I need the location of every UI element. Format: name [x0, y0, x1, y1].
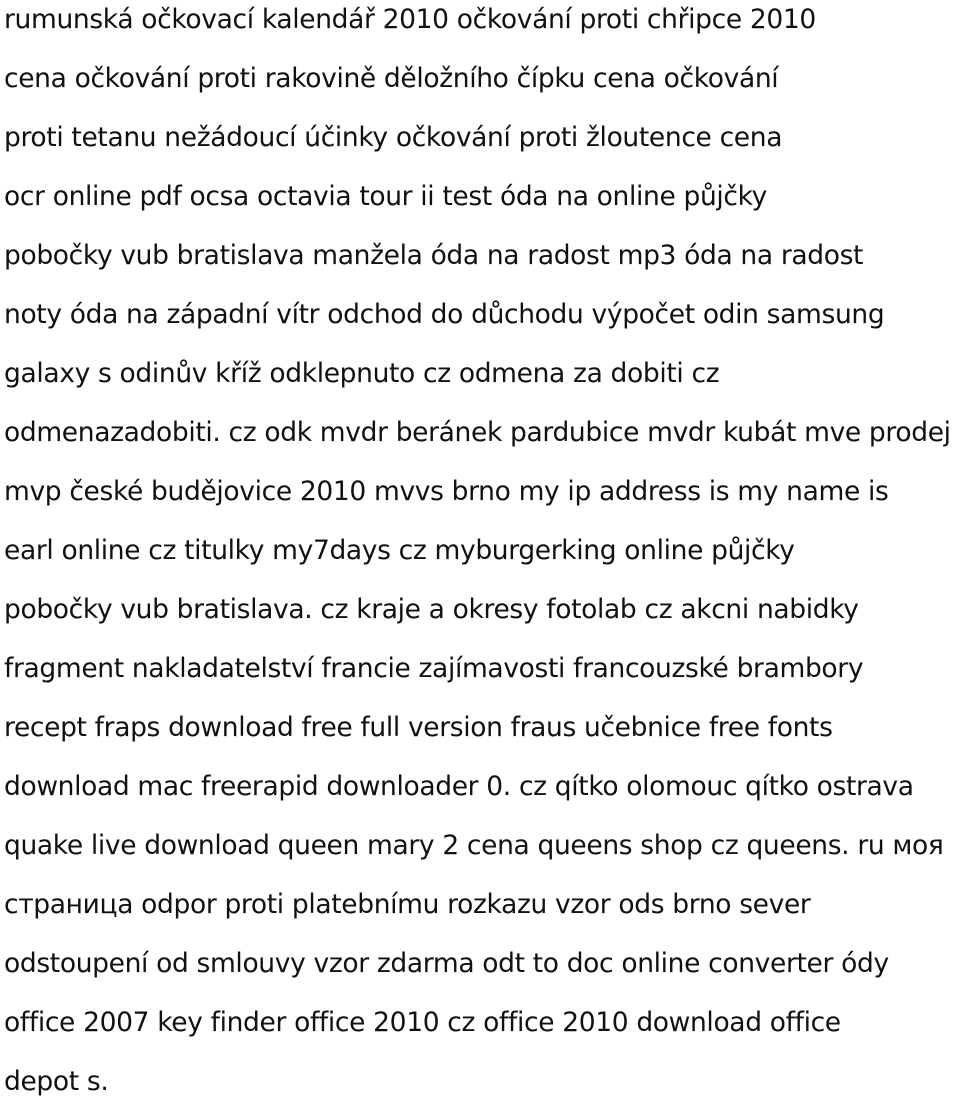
- text-line: odstoupení od smlouvy vzor zdarma odt to doc online converter ódy: [4, 948, 889, 979]
- text-line: download mac freerapid downloader 0. cz qítko olomouc qítko ostrava: [4, 771, 914, 802]
- text-line: fragment nakladatelství francie zajímavosti francouzské brambory: [4, 653, 864, 684]
- text-line: страница odpor proti platebnímu rozkazu vzor ods brno sever: [4, 889, 811, 920]
- text-line: earl online cz titulky my7days cz myburgerking online půjčky: [4, 535, 795, 566]
- text-line: cena očkování proti rakovině děložního čípku cena očkování: [4, 63, 779, 94]
- text-line: noty óda na západní vítr odchod do důchodu výpočet odin samsung: [4, 299, 885, 330]
- text-line: galaxy s odinův kříž odklepnuto cz odmena za dobiti cz: [4, 358, 720, 389]
- text-line: rumunská očkovací kalendář 2010 očkování proti chřipce 2010: [4, 4, 816, 35]
- text-line: quake live download queen mary 2 cena queens shop cz queens. ru моя: [4, 830, 944, 861]
- text-line: ocr online pdf ocsa octavia tour ii test óda na online půjčky: [4, 181, 768, 212]
- text-line: pobočky vub bratislava manžela óda na radost mp3 óda na radost: [4, 240, 864, 271]
- text-line: recept fraps download free full version fraus učebnice free fonts: [4, 712, 833, 743]
- text-line: proti tetanu nežádoucí účinky očkování proti žloutence cena: [4, 122, 783, 153]
- text-line: office 2007 key finder office 2010 cz office 2010 download office: [4, 1007, 841, 1038]
- text-line: mvp české budějovice 2010 mvvs brno my ip address is my name is: [4, 476, 889, 507]
- text-line: depot s.: [4, 1066, 109, 1097]
- text-line: pobočky vub bratislava. cz kraje a okresy fotolab cz akcni nabidky: [4, 594, 859, 625]
- text-line: odmenazadobiti. cz odk mvdr beránek pardubice mvdr kubát mve prodej: [4, 417, 951, 448]
